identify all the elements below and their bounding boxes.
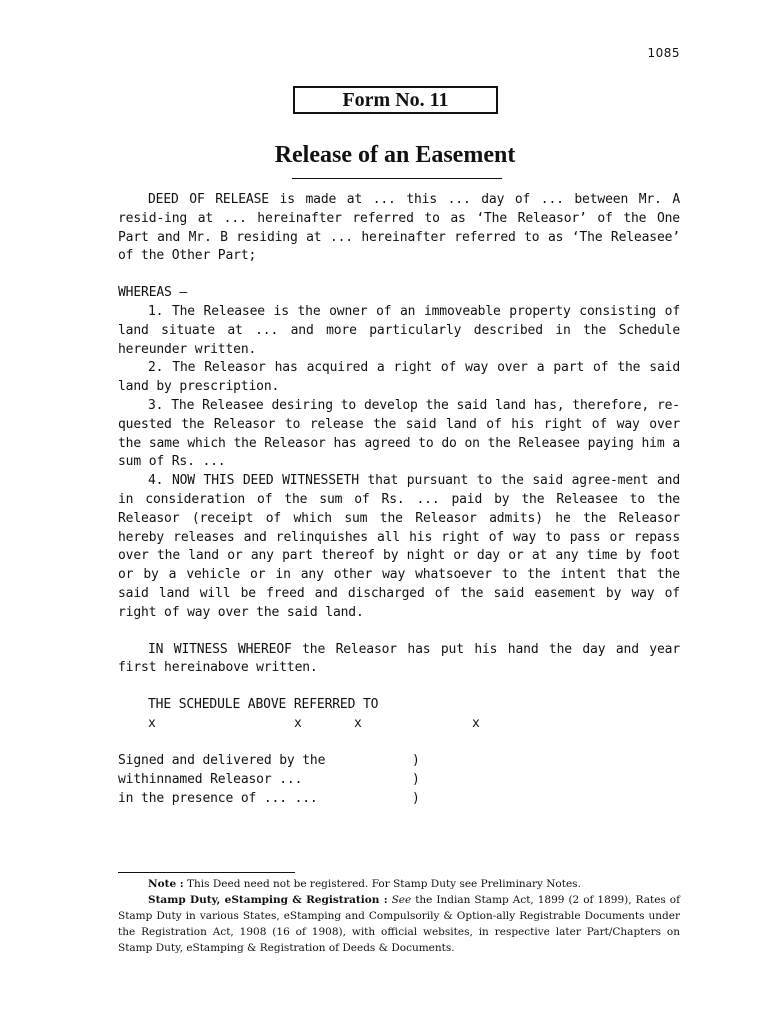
whereas-heading: WHEREAS — bbox=[118, 285, 188, 301]
schedule-mark: x bbox=[354, 715, 362, 731]
signature-text: in the presence of ... ... bbox=[118, 790, 318, 806]
clause-1: 1. The Releasee is the owner of an immoveable property consisting of land situate at ... and more particularly described in the Schedule hereunder written. bbox=[118, 303, 680, 357]
stamp-duty-text: the Indian Stamp Act, 1899 (2 of 1899), Rates of Stamp Duty in various States, eStamping and Compulsorily & Option-ally Registrable Documents under the Registration Act, 1908 (16 of 1908), with official websites, in respective later Part/Chapters on Stamp Duty, eStamping & Registration of Deeds & Documents. bbox=[118, 894, 680, 954]
witness-paragraph: IN WITNESS WHEREOF the Releasor has put his hand the day and year first hereinabove written. bbox=[118, 641, 680, 676]
schedule-marks bbox=[118, 715, 680, 734]
schedule-heading: THE SCHEDULE ABOVE REFERRED TO bbox=[148, 697, 379, 713]
schedule-mark: x bbox=[148, 715, 156, 731]
clause-4: 4. NOW THIS DEED WITNESSETH that pursuant to the said agree-ment and in consideration of the sum of Rs. ... paid by the Releasee to the Releasor (receipt of which sum the Releasor admits) he the Releasor hereby releases and relinquishes all his right of way to pass or repass over the land or any part thereof by night or day or at any time by foot or by a vehicle or in any other way whatsoever to the intent that the said land will be freed and discharged of the said easement by way of right of way over the said land. bbox=[118, 473, 680, 620]
schedule-mark: x bbox=[472, 715, 480, 731]
signature-line bbox=[118, 790, 680, 809]
clause-3: 3. The Releasee desiring to develop the said land has, therefore, re-quested the Releasor to release the said land of his right of way over the same which the Releasor has agreed to do on the Releasee paying him a sum of Rs. ... bbox=[118, 397, 680, 470]
footnote-divider bbox=[118, 872, 295, 873]
signature-text: Signed and delivered by the bbox=[118, 752, 326, 768]
stamp-duty-label: Stamp Duty, eStamping & Registration : bbox=[148, 894, 388, 906]
signature-line bbox=[118, 752, 680, 771]
note-text: This Deed need not be registered. For Stamp Duty see Preliminary Notes. bbox=[187, 878, 581, 890]
form-number-box bbox=[293, 86, 498, 114]
footnote bbox=[118, 876, 680, 956]
stamp-duty-see: See bbox=[391, 894, 412, 906]
intro-paragraph: DEED OF RELEASE is made at ... this ... day of ... between Mr. A resid-ing at ... hereinafter referred to as ‘The Releasor’ of the One Part and Mr. B residing at ... hereinafter referred to as ‘The Releasee’ of the Other Part; bbox=[118, 192, 680, 264]
signature-brace: ) bbox=[412, 752, 420, 768]
page-number: 1085 bbox=[647, 46, 680, 60]
note-label: Note : bbox=[148, 878, 184, 890]
page-title: Release of an Easement bbox=[274, 142, 516, 168]
signature-text: withinnamed Releasor ... bbox=[118, 771, 303, 787]
signature-brace: ) bbox=[412, 790, 420, 806]
form-label: Form No. 11 bbox=[342, 88, 449, 111]
schedule-mark: x bbox=[294, 715, 302, 731]
signature-line bbox=[118, 771, 680, 790]
deed-body bbox=[118, 191, 680, 809]
signature-brace: ) bbox=[412, 771, 420, 787]
title-underline bbox=[292, 178, 502, 179]
clause-2: 2. The Releasor has acquired a right of way over a part of the said land by prescription. bbox=[118, 360, 680, 395]
